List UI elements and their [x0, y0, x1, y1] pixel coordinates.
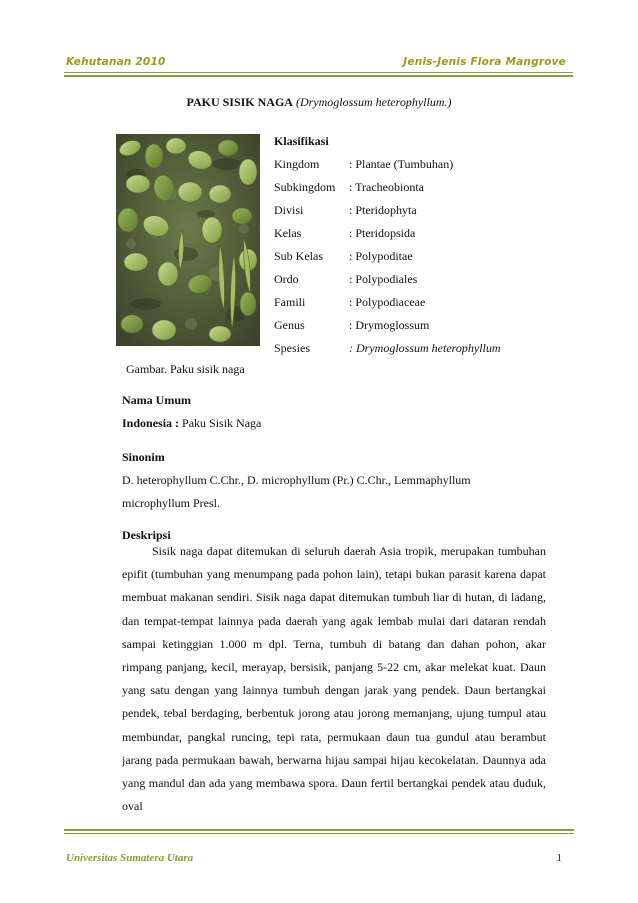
- klasifikasi-key: Kelas: [274, 226, 302, 240]
- klasifikasi-key: Sub Kelas: [274, 249, 323, 263]
- header-right-text: Jenis-Jenis Flora Mangrove: [403, 56, 566, 68]
- klasifikasi-value: : Polypoditae: [349, 249, 413, 263]
- klasifikasi-key: Famili: [274, 295, 306, 309]
- nama-umum-heading: Nama Umum: [122, 393, 191, 407]
- klasifikasi-key: Spesies: [274, 341, 310, 355]
- klasifikasi-value: : Tracheobionta: [349, 180, 424, 194]
- plant-photo: [116, 134, 260, 346]
- sinonim-heading: Sinonim: [122, 450, 165, 464]
- klasifikasi-heading: Klasifikasi: [274, 134, 329, 148]
- title-scientific-name: (Drymoglossum heterophyllum.): [295, 95, 452, 109]
- plant-photo-illustration: [116, 134, 260, 346]
- sinonim-line-1: D. heterophyllum C.Chr., D. microphyllum (Pr.) C.Chr., Lemmaphyllum: [122, 473, 471, 487]
- klasifikasi-key: Ordo: [274, 272, 299, 286]
- klasifikasi-value: : Pteridopsida: [349, 226, 416, 240]
- footer-university: Universitas Sumatera Utara: [66, 852, 194, 864]
- klasifikasi-value: : Plantae (Tumbuhan): [349, 157, 454, 171]
- deskripsi-text: Sisik naga dapat ditemukan di seluruh daerah Asia tropik, merupakan tumbuhan epifit (tumbuhan yang menumpang pada pohon lain), tetapi bukan parasit karena dapat membuat makanan sendiri. Sisik naga dapat ditemukan tumbuh liar di hutan, di ladang, dan tempat-tempat lainnya pada daerah yang agak lembab mulai dari dataran rendah sampai ketinggian 1.000 m dpl. Terna, tumbuh di batang dan dahan pohon, akar rimpang panjang, kecil, merayap, bersisik, panjang 5-22 cm, akar melekat kuat. Daun yang satu dengan yang lainnya tumbuh dengan jarak yang pendek. Daun bertangkai pendek, tebal berdaging, berbentuk jorong atau jorong memanjang, ujung tumpul atau membundar, pangkal runcing, tepi rata, permukaan daun tua gundul atau berambut jarang pada permukaan bawah, berwarna hijau sampai hijau kecokelatan. Daunnya ada yang mandul dan ada yang membawa spora. Daun fertil bertangkai pendek atau duduk, oval: [122, 544, 546, 814]
- footer-rule-thick: [64, 829, 574, 831]
- klasifikasi-key: Divisi: [274, 203, 304, 217]
- nama-umum-label: Indonesia :: [122, 416, 180, 430]
- sinonim-line-2: microphyllum Presl.: [122, 496, 220, 510]
- header-rule: [64, 72, 573, 73]
- klasifikasi-key: Subkingdom: [274, 180, 336, 194]
- figure-caption: Gambar. Paku sisik naga: [126, 362, 245, 376]
- title-common-name: PAKU SISIK NAGA: [186, 95, 293, 109]
- nama-umum-value: Paku Sisik Naga: [179, 416, 262, 430]
- klasifikasi-value: : Polypodiaceae: [349, 295, 426, 309]
- deskripsi-paragraph: [122, 540, 546, 818]
- klasifikasi-value-species: : Drymoglossum heterophyllum: [349, 341, 501, 355]
- klasifikasi-value: : Drymoglossum: [349, 318, 430, 332]
- klasifikasi-value: : Polypodiales: [349, 272, 418, 286]
- page-number: 1: [556, 852, 562, 864]
- footer-rule: [64, 833, 574, 834]
- deskripsi-heading: Deskripsi: [122, 528, 171, 542]
- header-left-text: Kehutanan 2010: [66, 56, 166, 68]
- nama-umum-line: [122, 415, 261, 431]
- klasifikasi-key: Genus: [274, 318, 305, 332]
- klasifikasi-value: : Pteridophyta: [349, 203, 417, 217]
- klasifikasi-key: Kingdom: [274, 157, 320, 171]
- header-rule-thick: [64, 75, 573, 77]
- page-title: [0, 95, 638, 110]
